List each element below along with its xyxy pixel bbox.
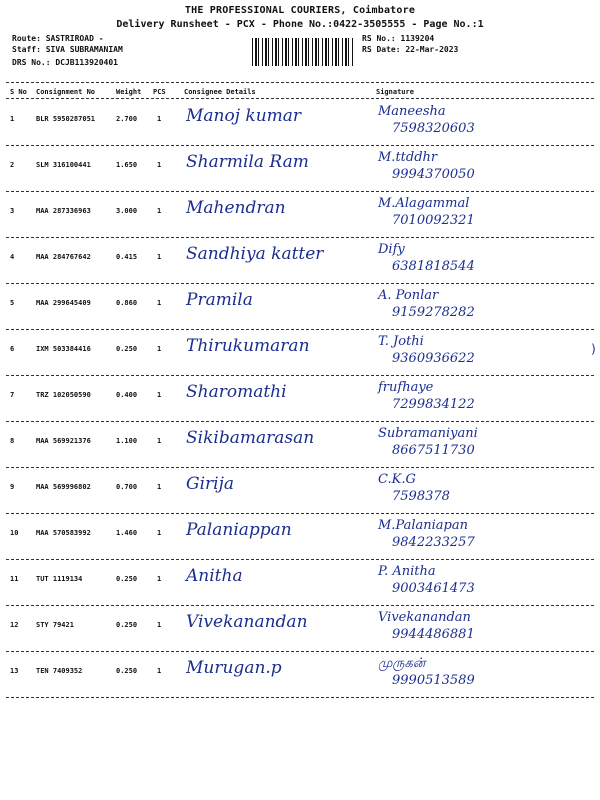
weight-cell: 0.250: [116, 621, 138, 629]
weight-cell: 1.650: [116, 161, 138, 169]
consignment-cell: MAA 284767642: [36, 253, 91, 261]
sno-cell: 9: [10, 483, 15, 491]
consignment-cell: IXM 503384416: [36, 345, 91, 353]
signature-text: Vivekanandan: [378, 610, 471, 625]
signature-phone: 7598320603: [392, 121, 475, 136]
consignee-name: Sandhiya katter: [186, 244, 324, 264]
col-weight: Weight: [116, 88, 142, 96]
sno-cell: 6: [10, 345, 15, 353]
sno-cell: 1: [10, 115, 15, 123]
consignee-name: Sharmila Ram: [186, 152, 309, 172]
sno-cell: 7: [10, 391, 15, 399]
consignment-cell: BLR 5950287051: [36, 115, 96, 123]
pcs-cell: 1: [157, 667, 162, 675]
signature-phone: 9003461473: [392, 581, 475, 596]
table-row: [0, 652, 600, 698]
table-row: [0, 422, 600, 468]
signature-phone: 8667511730: [392, 443, 475, 458]
consignment-cell: MAA 569996802: [36, 483, 91, 491]
weight-cell: 2.700: [116, 115, 138, 123]
signature-text: frufhaye: [378, 380, 434, 395]
weight-cell: 0.250: [116, 345, 138, 353]
signature-phone: 7598378: [392, 489, 450, 504]
table-row: [0, 284, 600, 330]
table-row: [0, 376, 600, 422]
weight-cell: 1.460: [116, 529, 138, 537]
weight-cell: 3.000: [116, 207, 138, 215]
signature-phone: 9842233257: [392, 535, 475, 550]
col-signature: Signature: [376, 88, 414, 96]
signature-text: M.Palaniapan: [378, 518, 468, 533]
consignment-cell: TEN 7409352: [36, 667, 83, 675]
sno-cell: 11: [10, 575, 19, 583]
runsheet-title: THE PROFESSIONAL COURIERS, Coimbatore: [184, 5, 416, 16]
table-row: [0, 468, 600, 514]
consignee-name: Thirukumaran: [186, 336, 310, 356]
consignment-cell: MAA 569921376: [36, 437, 91, 445]
weight-cell: 0.250: [116, 667, 138, 675]
col-sno: S No: [10, 88, 27, 96]
pcs-cell: 1: [157, 207, 162, 215]
signature-text: M.ttddhr: [378, 150, 438, 165]
consignment-cell: SLM 316100441: [36, 161, 91, 169]
pcs-cell: 1: [157, 437, 162, 445]
consignee-name: Pramila: [186, 290, 253, 310]
consignee-name: Sharomathi: [186, 382, 287, 402]
consignee-name: Palaniappan: [186, 520, 292, 540]
pcs-cell: 1: [157, 391, 162, 399]
pcs-cell: 1: [157, 529, 162, 537]
table-row: [0, 560, 600, 606]
weight-cell: 0.860: [116, 299, 138, 307]
consignment-cell: TUT 1119134: [36, 575, 83, 583]
consignee-name: Sikibamarasan: [186, 428, 315, 448]
signature-phone: 7010092321: [392, 213, 475, 228]
table-row: [0, 606, 600, 652]
consignment-cell: TRZ 102050590: [36, 391, 91, 399]
sno-cell: 8: [10, 437, 15, 445]
signature-phone: 9990513589: [392, 673, 475, 688]
weight-cell: 0.250: [116, 575, 138, 583]
sno-cell: 2: [10, 161, 15, 169]
signature-phone: 9159278282: [392, 305, 475, 320]
margin-mark: ): [590, 342, 598, 356]
table-row: [0, 192, 600, 238]
row-divider: [6, 697, 594, 698]
consignee-name: Manoj kumar: [186, 106, 302, 126]
pcs-cell: 1: [157, 161, 162, 169]
signature-text: P. Anitha: [378, 564, 436, 579]
signature-text: Subramaniyani: [378, 426, 478, 441]
col-consignment: Consignment No: [36, 88, 96, 96]
table-row: [0, 330, 600, 376]
signature-phone: 6381818544: [392, 259, 475, 274]
sno-cell: 3: [10, 207, 15, 215]
sno-cell: 5: [10, 299, 15, 307]
sno-cell: 10: [10, 529, 19, 537]
consignee-name: Girija: [186, 474, 234, 494]
signature-text: C.K.G: [378, 472, 416, 487]
pcs-cell: 1: [157, 115, 162, 123]
pcs-cell: 1: [157, 253, 162, 261]
signature-text: Dify: [378, 242, 405, 257]
pcs-cell: 1: [157, 299, 162, 307]
col-details: Consignee Details: [184, 88, 256, 96]
sno-cell: 4: [10, 253, 15, 261]
table-row: [0, 100, 600, 146]
pcs-cell: 1: [157, 575, 162, 583]
pcs-cell: 1: [157, 345, 162, 353]
consignee-name: Murugan.p: [186, 658, 282, 678]
runsheet-subtitle: Delivery Runsheet - PCX - Phone No.:0422-3505555 - Page No.:1: [116, 19, 484, 30]
signature-text: Maneesha: [378, 104, 446, 119]
weight-cell: 0.700: [116, 483, 138, 491]
weight-cell: 0.415: [116, 253, 138, 261]
drs-label: DRS No.: DCJB113920401: [12, 58, 118, 67]
consignment-cell: STY 79421: [36, 621, 74, 629]
consignment-cell: MAA 299645409: [36, 299, 91, 307]
rs-date: RS Date: 22-Mar-2023: [362, 45, 459, 54]
consignee-name: Mahendran: [186, 198, 286, 218]
weight-cell: 0.400: [116, 391, 138, 399]
barcode: [252, 38, 354, 66]
pcs-cell: 1: [157, 621, 162, 629]
table-row: [0, 146, 600, 192]
route-label: Route: SASTRIROAD -: [12, 34, 104, 43]
weight-cell: 1.100: [116, 437, 138, 445]
table-row: [0, 238, 600, 284]
sno-cell: 13: [10, 667, 19, 675]
staff-label: Staff: SIVA SUBRAMANIAM: [12, 45, 123, 54]
table-row: [0, 514, 600, 560]
rs-number: RS No.: 1139204: [362, 34, 435, 43]
consignment-cell: MAA 287336963: [36, 207, 91, 215]
consignment-cell: MAA 570583992: [36, 529, 91, 537]
signature-phone: 9944486881: [392, 627, 475, 642]
header-rule-top: [6, 82, 594, 83]
consignee-name: Anitha: [186, 566, 243, 586]
signature-phone: 9994370050: [392, 167, 475, 182]
signature-text: A. Ponlar: [378, 288, 439, 303]
signature-phone: 9360936622: [392, 351, 475, 366]
signature-phone: 7299834122: [392, 397, 475, 412]
sno-cell: 12: [10, 621, 19, 629]
signature-text: M.Alagammal: [378, 196, 470, 211]
signature-text: T. Jothi: [378, 334, 424, 349]
consignee-name: Vivekanandan: [186, 612, 308, 632]
col-pcs: PCS: [153, 88, 166, 96]
header-rule-bottom: [6, 98, 594, 99]
signature-text: முருகன்: [378, 656, 426, 671]
pcs-cell: 1: [157, 483, 162, 491]
